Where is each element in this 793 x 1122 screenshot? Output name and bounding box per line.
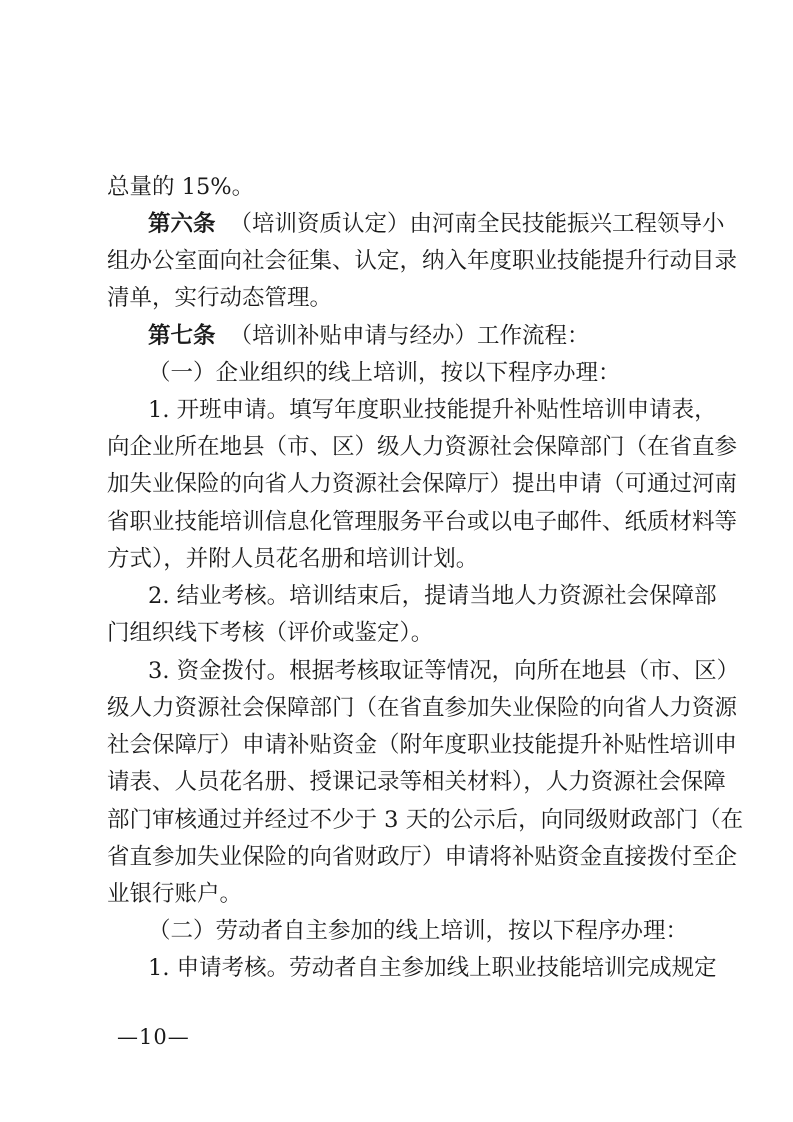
page-number: —10— [117,1025,190,1049]
text-line: 1. 申请考核。劳动者自主参加线上职业技能培训完成规定 [148,955,717,981]
text-line: 组办公室面向社会征集、认定，纳入年度职业技能提升行动目录 [107,248,738,274]
text-line: 2. 结业考核。培训结束后，提请当地人力资源社会保障部 [148,583,717,609]
text-line: 社会保障厅）申请补贴资金（附年度职业技能提升补贴性培训申 [107,732,738,758]
article-number: 第七条 [148,323,216,349]
text-line: 总量的 15%。 [107,174,255,200]
text-line: 3. 资金拨付。根据考核取证等情况，向所在地县（市、区） [148,658,740,684]
article-heading-line: 第七条 （培训补贴申请与经办）工作流程： [148,323,590,349]
text-line: 部门审核通过并经过不少于 3 天的公示后，向同级财政部门（在 [107,807,744,833]
text-line: 省直参加失业保险的向省财政厅）申请将补贴资金直接拨付至企 [107,844,738,870]
text-line: 级人力资源社会保障部门（在省直参加失业保险的向省人力资源 [107,695,738,721]
text-line: 清单，实行动态管理。 [107,285,333,311]
text-line: 1. 开班申请。填写年度职业技能提升补贴性培训申请表， [148,397,717,423]
section-heading: （二）劳动者自主参加的线上培训，按以下程序办理： [148,918,689,944]
text-line: 向企业所在地县（市、区）级人力资源社会保障部门（在省直参 [107,434,738,460]
text-line: 请表、人员花名册、授课记录等相关材料），人力资源社会保障 [107,769,726,795]
text-line: 方式），并附人员花名册和培训计划。 [107,546,479,572]
text-line: 业银行账户。 [107,881,243,907]
text-line: 门组织线下考核（评价或鉴定）。 [107,620,434,646]
article-number: 第六条 [148,211,216,237]
section-heading: （一）企业组织的线上培训，按以下程序办理： [148,360,621,386]
text-line: 省职业技能培训信息化管理服务平台或以电子邮件、纸质材料等 [107,509,738,535]
article-heading-line: 第六条 （培训资质认定）由河南全民技能振兴工程领导小 [148,211,725,237]
text-line: 加失业保险的向省人力资源社会保障厅）提出申请（可通过河南 [107,471,738,497]
